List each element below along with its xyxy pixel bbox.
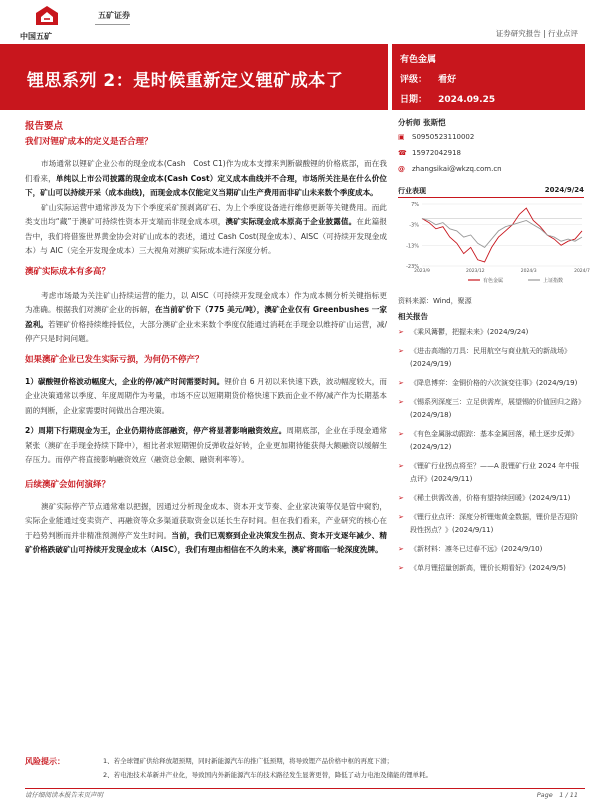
section-title: 报告要点: [25, 121, 64, 132]
x-tick-label: 2024/3: [520, 269, 537, 274]
y-tick-label: -13%: [406, 243, 419, 250]
performance-title: 行业表现: [398, 187, 426, 195]
analyst-phone: [398, 149, 461, 157]
title-banner: [0, 44, 388, 110]
series-line-0: [422, 208, 582, 262]
rating-label: 评级：: [400, 75, 428, 85]
text-run: 在当前矿价下（775 美元/吨），澳矿企业仅有 Greenbushes 一家盈利。: [25, 305, 387, 329]
legend-label: 上证指数: [543, 278, 564, 284]
text-run: 1）碳酸锂价格波动幅度大，企业的停/减产时间需要时间。: [25, 376, 225, 386]
rating-box: [392, 44, 585, 110]
performance-header: [398, 186, 584, 198]
phone-icon: ☎: [398, 149, 407, 157]
related-report-link[interactable]: ➢ 《降息博弈：金铜价格的六次演变往事》(2024/9/19): [398, 377, 584, 390]
report-title: 锂思系列 2：是时候重新定义锂矿成本了: [27, 71, 344, 91]
report-type: 证券研究报告 | 行业点评: [495, 29, 578, 38]
risk-item: 1、若全球锂矿供给释放超预期，同时新能源汽车的推广低预期，将导致锂产品价格中枢的再度下滑；: [103, 757, 394, 765]
reason-1: [25, 375, 387, 419]
certificate-icon: ▣: [398, 133, 405, 141]
industry-label: 有色金属: [400, 55, 437, 65]
text-run: 锂价自 6 月初以来快速下跌，波动幅度较大，而企业决策通常以季度、年度周期作为考量，市场不应以短期期货价格快速下跌而企业不停/减产作为长期基本面的判断，企业家需要时间做出合理决策。: [25, 376, 387, 415]
brand-name: 五矿证券: [98, 11, 130, 20]
text-run: 单纯以上市公司披露的现金成本(Cash Cost）定义成本曲线并不合理，市场所关注是在什么价位下，矿山可以持续开采（成本曲线)，而现金成本仅能定义当期矿山生产费用而非矿山未来数个季度成本。: [25, 173, 387, 197]
paragraph-4: [25, 500, 387, 558]
paragraph-1: [25, 157, 387, 201]
text-run: 当前，我们已观察到企业决策发生拐点、资本开支逐年减少、精矿价格跌破矿山可持续开发现金成本（AISC），我们有理由相信在不久的未来，澳矿将面临一轮深度洗牌。: [25, 530, 388, 554]
y-tick-label: -23%: [406, 264, 419, 270]
footer-disclaimer: 请仔细阅读本报告末页声明: [25, 791, 103, 799]
risk-label: 风险提示：: [25, 757, 65, 766]
performance-date: 2024/9/24: [544, 186, 584, 194]
related-reports-title: 相关报告: [398, 312, 428, 321]
header-divider: [95, 24, 130, 25]
related-report-link[interactable]: ➢ 《新材料：凛冬已过春不远》(2024/9/10): [398, 543, 584, 556]
text-run: 若锂矿价格持续维持低位，大部分澳矿企业未来数个季度仅能通过消耗在手现金以维持矿山运营，减/停产只是时间问题。: [25, 319, 388, 343]
analyst-cert: [398, 133, 474, 141]
risk-item: 2、若电池技术革新并产业化，导致国内外新能源汽车的技术路径发生显著更替，降低了动力电池及储能的锂单耗。: [103, 771, 433, 779]
related-report-link[interactable]: ➢ 《锂矿行业拐点将至？——A 股锂矿行业 2024 年中报点评》(2024/9/11): [398, 460, 584, 486]
date-value: 2024.09.25: [438, 95, 496, 105]
text-run: 考虑市场最为关注矿山持续运营的能力，以 AISC（可持续开发现金成本）作为成本侧分析关键指标更为准确。根据我们对澳矿企业的拆解，: [25, 290, 387, 314]
date-line: [400, 92, 495, 105]
related-report-link[interactable]: ➢ 《锂行业点评：深度分析锂炮黄金数据，锂价是否迎阶段性拐点？》(2024/9/11): [398, 511, 584, 537]
reason-2: [25, 424, 387, 468]
related-report-link[interactable]: ➢ 《单月锂招量创新高，锂价长期看好》(2024/9/5): [398, 562, 584, 575]
rating-value: 看好: [438, 75, 457, 85]
related-report-link[interactable]: ➢ 《乘风篝鬱，把握未来》(2024/9/24): [398, 326, 584, 339]
x-tick-label: 2024/7: [574, 269, 590, 274]
date-label: 日期：: [400, 95, 428, 105]
question-4: 后续澳矿会如何演绎？: [25, 479, 111, 490]
text-run: 在此篇报告中，我们将借鉴世界黄金协会对矿山成本的表述，通过 Cash Cost(现金成本）、AISC（可持续开发现金成本）与 AIC（完全开发现金成本）三大视角对澳矿实际成本进行深度分析。: [25, 217, 388, 255]
email-link[interactable]: zhangsikai@wkzq.com.cn: [412, 165, 502, 173]
phone-number: 15972042918: [412, 149, 461, 157]
question-3: 如果澳矿企业已发生实际亏损，为何仍不停产？: [25, 354, 204, 365]
chart-source: 资料来源：Wind，聚源: [398, 297, 472, 305]
related-report-link[interactable]: ➢ 《稀土供需改善，价格有望持续回暖》(2024/9/11): [398, 492, 584, 505]
email-icon: @: [398, 165, 405, 173]
rating-line: [400, 72, 456, 85]
related-reports-list: [398, 326, 584, 581]
x-tick-label: 2023/9: [414, 269, 430, 274]
company-name: 中国五矿: [20, 32, 52, 41]
footer-divider: [25, 788, 585, 789]
related-report-link[interactable]: ➢ 《锡系列深度三：立足供需库，展望锡的价值回归之路》(2024/9/18): [398, 396, 584, 422]
text-run: 澳矿实际现金成本原高于企业披露值。: [225, 217, 357, 226]
logo-mark-icon: [34, 5, 60, 27]
text-run: 矿山实际运营中通常涉及为下个季度采矿预剥离矿石、为上个季度设备进行维修更新等关键费用。而此类支出均“藏”于澳矿可持续性资本开支端而非现金成本项，: [25, 202, 387, 226]
legend-label: 有色金属: [483, 278, 504, 284]
cert-number: S0950523110002: [412, 133, 475, 141]
related-report-link[interactable]: ➢ 《有色金属脉动跟踪：基本金属回落，稀土逐步反弹》(2024/9/12): [398, 428, 584, 454]
main-column: [25, 118, 387, 558]
text-run: 周期底部，企业在手现金通常紧张（澳矿在手现金持续下降中），相比者求短期锂价反弹收益好转，企业更加期待能获得大额融资以缓解生存压力。而停产将直接影响融资效应（融资总金额、融资利率等）。: [25, 426, 388, 464]
paragraph-2: [25, 201, 387, 259]
y-tick-label: -3%: [409, 222, 419, 229]
company-logo: [20, 5, 76, 45]
analyst-email: [398, 165, 502, 173]
text-run: 2）周期下行期现金为王，企业仍期待底部融资，停产将显著影响融资效应。: [25, 426, 287, 435]
y-tick-label: 7%: [411, 202, 419, 208]
text-run: 市场通常以锂矿企业公布的现金成本(Cash Cost C1)作为成本支撑来判断碳酸锂的价格底部，而在我们看来，: [25, 159, 387, 183]
question-2: 澳矿实际成本有多高？: [25, 266, 111, 277]
x-tick-label: 2023/12: [465, 269, 485, 274]
question-1: 我们对锂矿成本的定义是否合理？: [25, 137, 153, 147]
related-report-link[interactable]: ➢ 《进击高端的刀具：民用航空与商业航天的新战场》(2024/9/19): [398, 345, 584, 371]
performance-chart: [398, 198, 590, 288]
paragraph-3: [25, 289, 387, 347]
page-number: Page 1 / 11: [536, 791, 578, 799]
text-run: 澳矿实际停产节点通常难以把握，因通过分析现金成本、资本开支节奏、企业家决策等仅是管中窥豹，实际企业能通过变卖资产、再融资等众多渠道获取资金以延长生存时间。但在我们看来，产业研究的核心在于趋势判断而并非精准预测停产发生时间。: [25, 501, 387, 540]
analyst-name: 分析师 张斯恺: [398, 118, 446, 127]
